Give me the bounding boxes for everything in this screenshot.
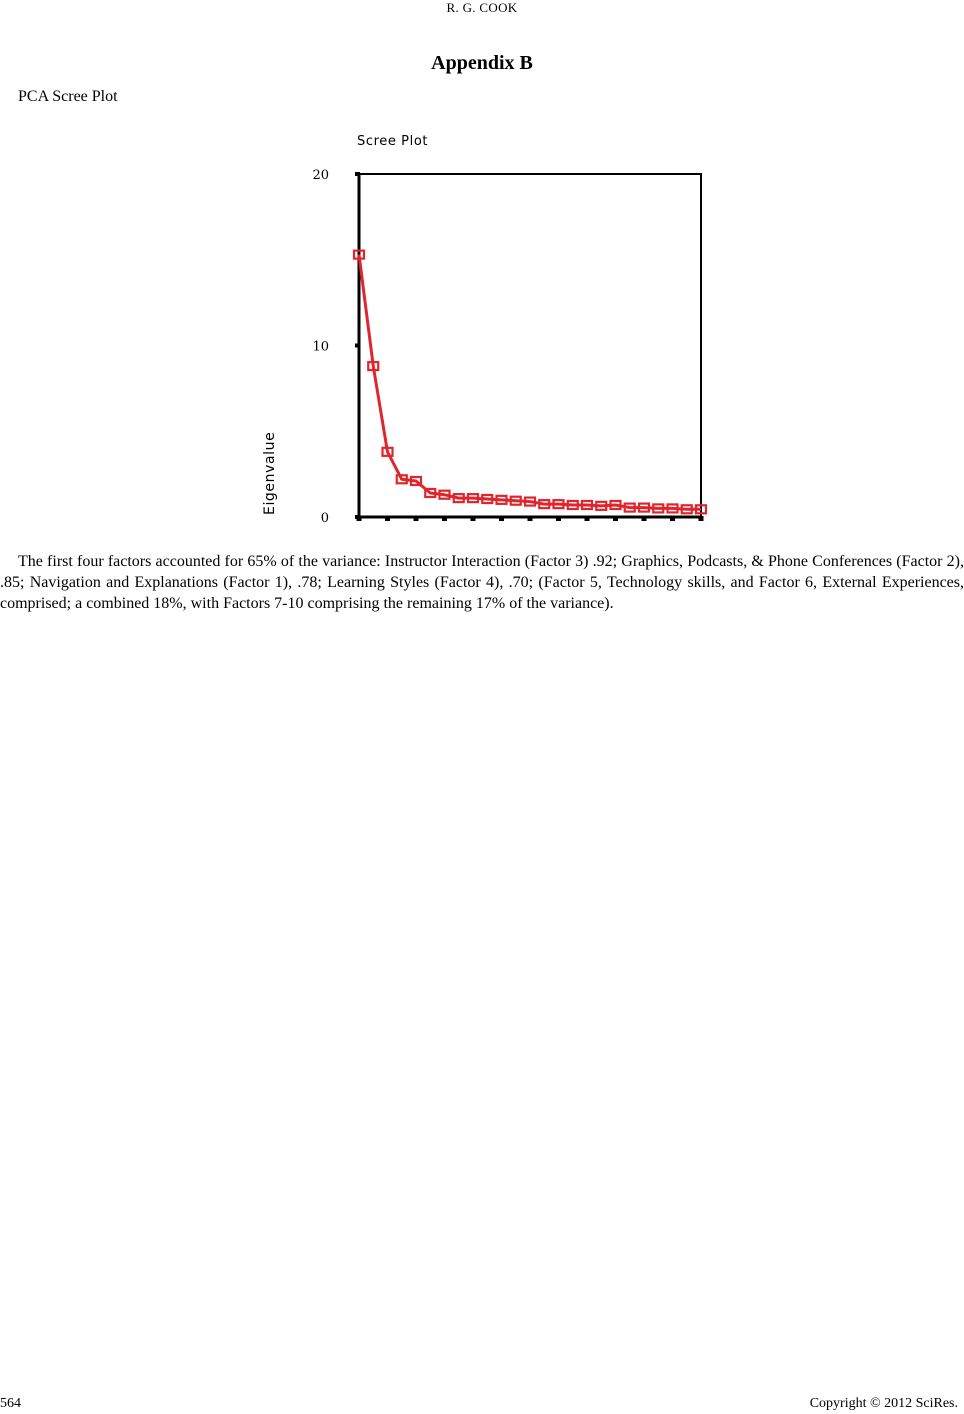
y-axis-label: Eigenvalue — [262, 431, 278, 515]
appendix-title: Appendix B — [431, 52, 533, 74]
x-tick-mark — [528, 516, 533, 521]
x-tick-mark — [642, 516, 647, 521]
x-tick-mark — [414, 516, 419, 521]
page-number: 564 — [0, 1396, 21, 1411]
y-tick-mark — [355, 172, 360, 176]
chart-title: Scree Plot — [357, 134, 429, 149]
x-tick-mark — [442, 516, 447, 521]
y-tick-label: 0 — [320, 511, 329, 524]
x-tick-mark — [699, 516, 704, 521]
copyright-notice: Copyright © 2012 SciRes. — [809, 1396, 958, 1411]
x-tick-mark — [556, 516, 561, 521]
x-tick-mark — [670, 516, 675, 521]
scree-plot-figure — [253, 127, 708, 524]
x-tick-mark — [385, 516, 390, 521]
figure-caption: PCA Scree Plot — [18, 88, 118, 105]
running-head: R. G. COOK — [446, 0, 518, 15]
x-tick-mark — [357, 516, 362, 521]
x-tick-mark — [613, 516, 618, 521]
y-tick-label: 20 — [312, 168, 329, 183]
y-tick-label: 10 — [312, 339, 329, 355]
y-tick-mark — [355, 344, 360, 348]
x-tick-mark — [585, 516, 590, 521]
x-tick-mark — [499, 516, 504, 521]
body-paragraph: The first four factors accounted for 65% of the variance: Instructor Interaction (Factor 3) .92; Graphics, Podcasts, & Phone Conferences (Factor 2), .85; Navigation and Explanations (Factor 1), .78; Learning Styles (Factor 4), .70; (Factor 5, Technology skills, and Factor 6, External Experiences, comprised; a combined 18%, with Factors 7-10 comprising the remaining 17% of the variance). — [0, 553, 964, 612]
x-tick-mark — [471, 516, 476, 521]
scree-plot-chart — [253, 127, 708, 524]
